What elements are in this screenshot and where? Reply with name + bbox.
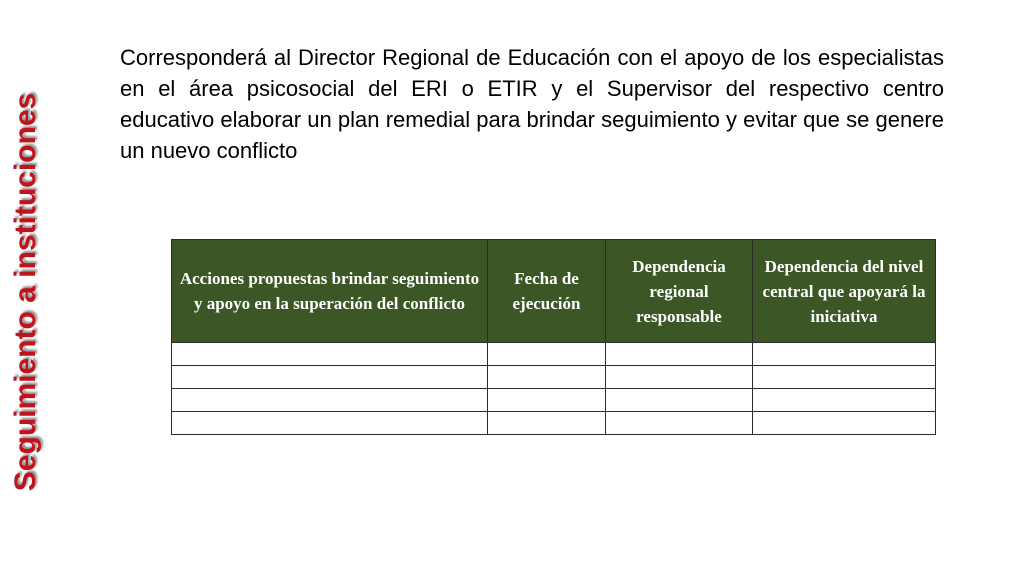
- table-cell[interactable]: [753, 389, 936, 412]
- table-cell[interactable]: [753, 412, 936, 435]
- header-dependencia-central: Dependencia del nivel central que apoyará la iniciativa: [753, 240, 936, 343]
- remedial-plan-table: [171, 239, 936, 435]
- table-cell[interactable]: [753, 343, 936, 366]
- header-acciones: Acciones propuestas brindar seguimiento y apoyo en la superación del conflicto: [172, 240, 488, 343]
- table-cell[interactable]: [172, 343, 488, 366]
- table-cell[interactable]: [172, 412, 488, 435]
- table-cell[interactable]: [488, 343, 606, 366]
- table-cell[interactable]: [172, 366, 488, 389]
- table-cell[interactable]: [606, 366, 753, 389]
- table-cell[interactable]: [753, 366, 936, 389]
- intro-paragraph: Corresponderá al Director Regional de Educación con el apoyo de los especialistas en el área psicosocial del ERI o ETIR y el Supervisor del respectivo centro educativo elaborar un plan remedial para brindar seguimiento y evitar que se genere un nuevo conflicto: [120, 45, 944, 163]
- table-cell[interactable]: [488, 389, 606, 412]
- table-cell[interactable]: [606, 412, 753, 435]
- table-cell[interactable]: [488, 366, 606, 389]
- table-row: [172, 366, 936, 389]
- table-cell[interactable]: [606, 343, 753, 366]
- table-cell[interactable]: [172, 389, 488, 412]
- header-dependencia-regional: Dependencia regional responsable: [606, 240, 753, 343]
- header-fecha: Fecha de ejecución: [488, 240, 606, 343]
- table-cell[interactable]: [488, 412, 606, 435]
- table-row: [172, 412, 936, 435]
- table-row: [172, 389, 936, 412]
- table-cell[interactable]: [606, 389, 753, 412]
- table-header-row: [172, 240, 936, 343]
- table-row: [172, 343, 936, 366]
- side-title: Seguimiento a instituciones: [9, 92, 42, 492]
